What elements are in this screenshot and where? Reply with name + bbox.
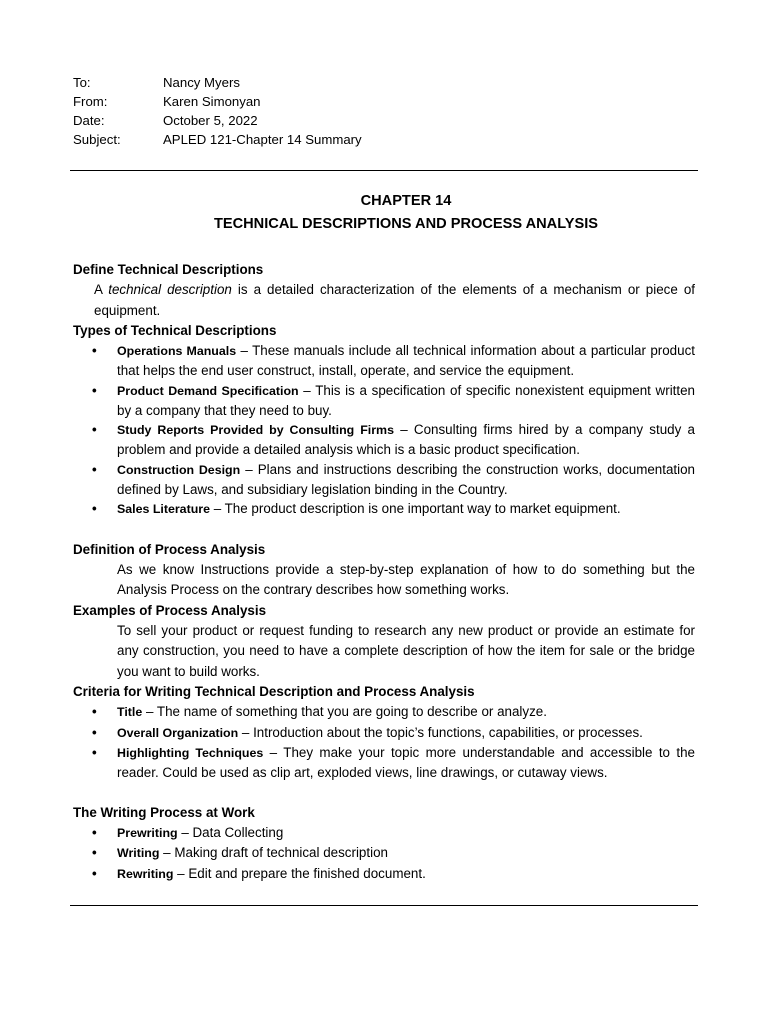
item-text: – Plans and instructions describing the construction works, documentation defined by Laws, and subsidiary legislation binding in the Country. — [117, 461, 695, 497]
types-list — [73, 341, 695, 519]
memo-to-label: To: — [73, 75, 91, 90]
header-divider — [70, 170, 698, 171]
memo-subject-value: APLED 121-Chapter 14 Summary — [163, 132, 362, 147]
define-paragraph — [94, 280, 695, 321]
memo-to-row — [73, 73, 362, 92]
bullet-icon: • — [92, 845, 97, 860]
list-item — [73, 499, 695, 519]
list-item — [73, 460, 695, 499]
process-examples-paragraph: To sell your product or request funding to research any new product or provide an estimate for any construction, you need to have a complete description of how the item for sale or the bridge you want to build works. — [117, 622, 695, 679]
item-text: – Introduction about the topic’s functions, capabilities, or processes. — [238, 724, 643, 740]
chapter-title: TECHNICAL DESCRIPTIONS AND PROCESS ANALYSIS — [213, 216, 599, 232]
list-item — [73, 723, 695, 743]
define-text-before: A — [94, 282, 109, 297]
memo-date-label: Date: — [73, 113, 105, 128]
memo-from-row — [73, 92, 362, 111]
writing-process-list — [73, 823, 695, 884]
memo-subject-label: Subject: — [73, 132, 121, 147]
item-term: Title — [117, 705, 143, 719]
writing-process-heading: The Writing Process at Work — [73, 804, 255, 820]
memo-subject-row — [73, 130, 362, 149]
document-body — [73, 260, 695, 884]
bullet-icon: • — [92, 865, 97, 881]
bullet-icon: • — [92, 824, 97, 840]
item-term: Product Demand Specification — [117, 383, 299, 398]
define-text-after: is a detailed characterization of the elements of a mechanism or piece of equipment. — [94, 282, 695, 318]
item-term: Rewriting — [117, 866, 174, 881]
bullet-icon: • — [92, 501, 97, 516]
chapter-number: CHAPTER 14 — [360, 193, 452, 209]
memo-date-row — [73, 111, 362, 130]
item-term: Writing — [117, 846, 160, 860]
bullet-icon: • — [92, 724, 97, 740]
criteria-heading: Criteria for Writing Technical Description and Process Analysis — [73, 684, 475, 699]
list-item — [73, 843, 695, 863]
item-term: Highlighting Techniques — [117, 746, 264, 760]
list-item — [73, 420, 695, 459]
item-text: – They make your topic more understandable and accessible to the reader. Could be used as clip art, exploded views, line drawings, or cutaway views. — [117, 745, 695, 780]
bullet-icon: • — [92, 461, 97, 477]
item-term: Overall Organization — [117, 725, 239, 740]
item-text: – The name of something that you are going to describe or analyze. — [142, 704, 547, 719]
define-heading: Define Technical Descriptions — [73, 262, 264, 277]
item-term: Operations Manuals — [117, 344, 237, 358]
memo-to-value: Nancy Myers — [163, 75, 240, 90]
item-term: Prewriting — [117, 825, 178, 840]
item-term: Study Reports Provided by Consulting Firms — [117, 423, 394, 437]
criteria-list — [73, 702, 695, 782]
types-heading: Types of Technical Descriptions — [73, 323, 277, 338]
item-text: – Data Collecting — [177, 824, 284, 840]
process-examples-heading: Examples of Process Analysis — [73, 602, 267, 618]
footer-divider — [70, 905, 698, 906]
list-item — [73, 341, 695, 380]
list-item — [73, 864, 695, 884]
item-text: – This is a specification of specific nonexistent equipment written by a company that they need to buy. — [117, 382, 696, 418]
spacer — [73, 520, 695, 540]
item-text: – Making draft of technical description — [159, 845, 388, 860]
item-term: Construction Design — [117, 462, 241, 477]
memo-from-value: Karen Simonyan — [163, 94, 261, 109]
bullet-icon: • — [92, 745, 97, 760]
list-item — [73, 743, 695, 782]
list-item — [73, 702, 695, 722]
bullet-icon: • — [92, 343, 97, 358]
process-definition-paragraph: As we know Instructions provide a step-by-step explanation of how to do something but the Analysis Process on the contrary describes how something works. — [117, 561, 695, 597]
process-definition-heading: Definition of Process Analysis — [73, 541, 266, 557]
list-item — [73, 381, 695, 420]
memo-date-value: October 5, 2022 — [163, 113, 258, 128]
item-term: Sales Literature — [117, 502, 210, 516]
memo-from-label: From: — [73, 94, 108, 109]
item-text: – These manuals include all technical information about a particular product that helps the end user construct, install, operate, and service the equipment. — [117, 343, 695, 378]
list-item — [73, 823, 695, 843]
memo-header — [73, 73, 362, 149]
spacer — [73, 783, 695, 803]
bullet-icon: • — [92, 382, 97, 398]
item-text: – Consulting firms hired by a company study a problem and provide a detailed analysis which is a basic product specification. — [117, 422, 695, 457]
define-text-italic: technical description — [108, 282, 232, 297]
bullet-icon: • — [92, 704, 97, 719]
item-text: – Edit and prepare the finished document. — [173, 865, 426, 881]
item-text: – The product description is one important way to market equipment. — [209, 501, 621, 516]
bullet-icon: • — [92, 422, 97, 437]
